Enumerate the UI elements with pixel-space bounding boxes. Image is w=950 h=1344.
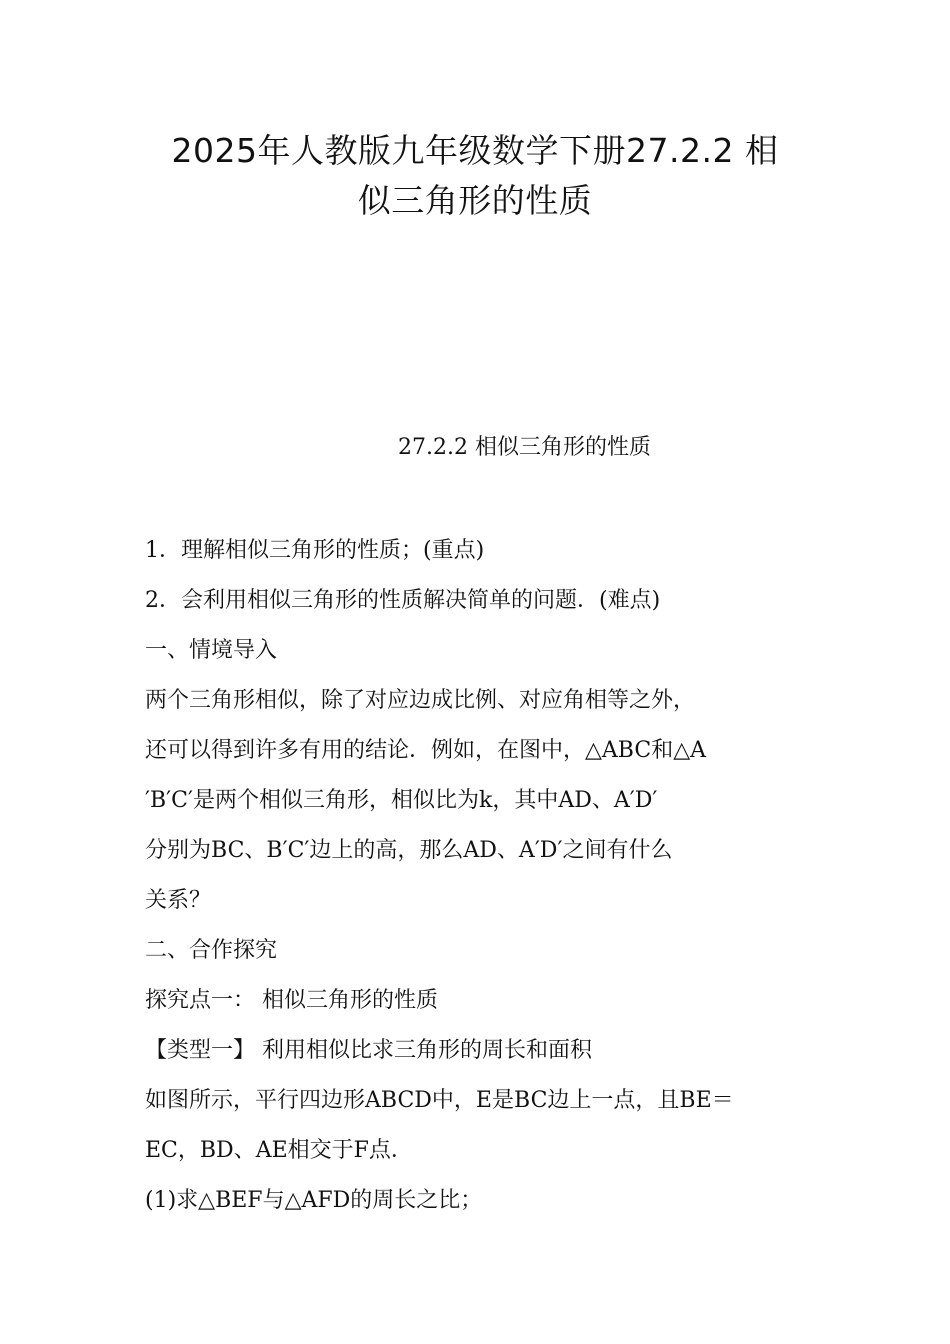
objective-2: 2．会利用相似三角形的性质解决简单的问题．(难点): [145, 588, 661, 613]
document-title-line-2: 似三角形的性质: [357, 181, 593, 220]
heading-situation-intro: 一、情境导入: [145, 638, 278, 663]
section-heading: 27.2.2 相似三角形的性质: [398, 435, 651, 460]
question-1: (1)求△BEF与△AFD的周长之比；: [145, 1188, 483, 1213]
paragraph-line: 两个三角形相似，除了对应边成比例、对应角相等之外，: [145, 688, 696, 713]
document-body: [145, 526, 815, 1226]
type-1-heading: 【类型一】 利用相似比求三角形的周长和面积: [145, 1038, 592, 1063]
problem-line: 如图所示，平行四边形ABCD中，E是BC边上一点，且BE＝: [145, 1088, 734, 1113]
objective-1: 1．理解相似三角形的性质；(重点): [145, 538, 485, 563]
document-title: [140, 126, 810, 226]
paragraph-line: 分别为BC、B′C′边上的高，那么AD、A′D′之间有什么: [145, 838, 673, 863]
paragraph-line: ′B′C′是两个相似三角形，相似比为k，其中AD、A′D′: [145, 788, 658, 813]
document-title-line-1: 2025年人教版九年级数学下册27.2.2 相: [171, 131, 779, 170]
paragraph-line: 关系？: [145, 888, 212, 913]
problem-line: EC，BD、AE相交于F点．: [145, 1138, 413, 1163]
heading-cooperative-inquiry: 二、合作探究: [145, 938, 278, 963]
paragraph-line: 还可以得到许多有用的结论．例如，在图中，△ABC和△A: [145, 738, 707, 763]
inquiry-point-1: 探究点一： 相似三角形的性质: [145, 988, 438, 1013]
